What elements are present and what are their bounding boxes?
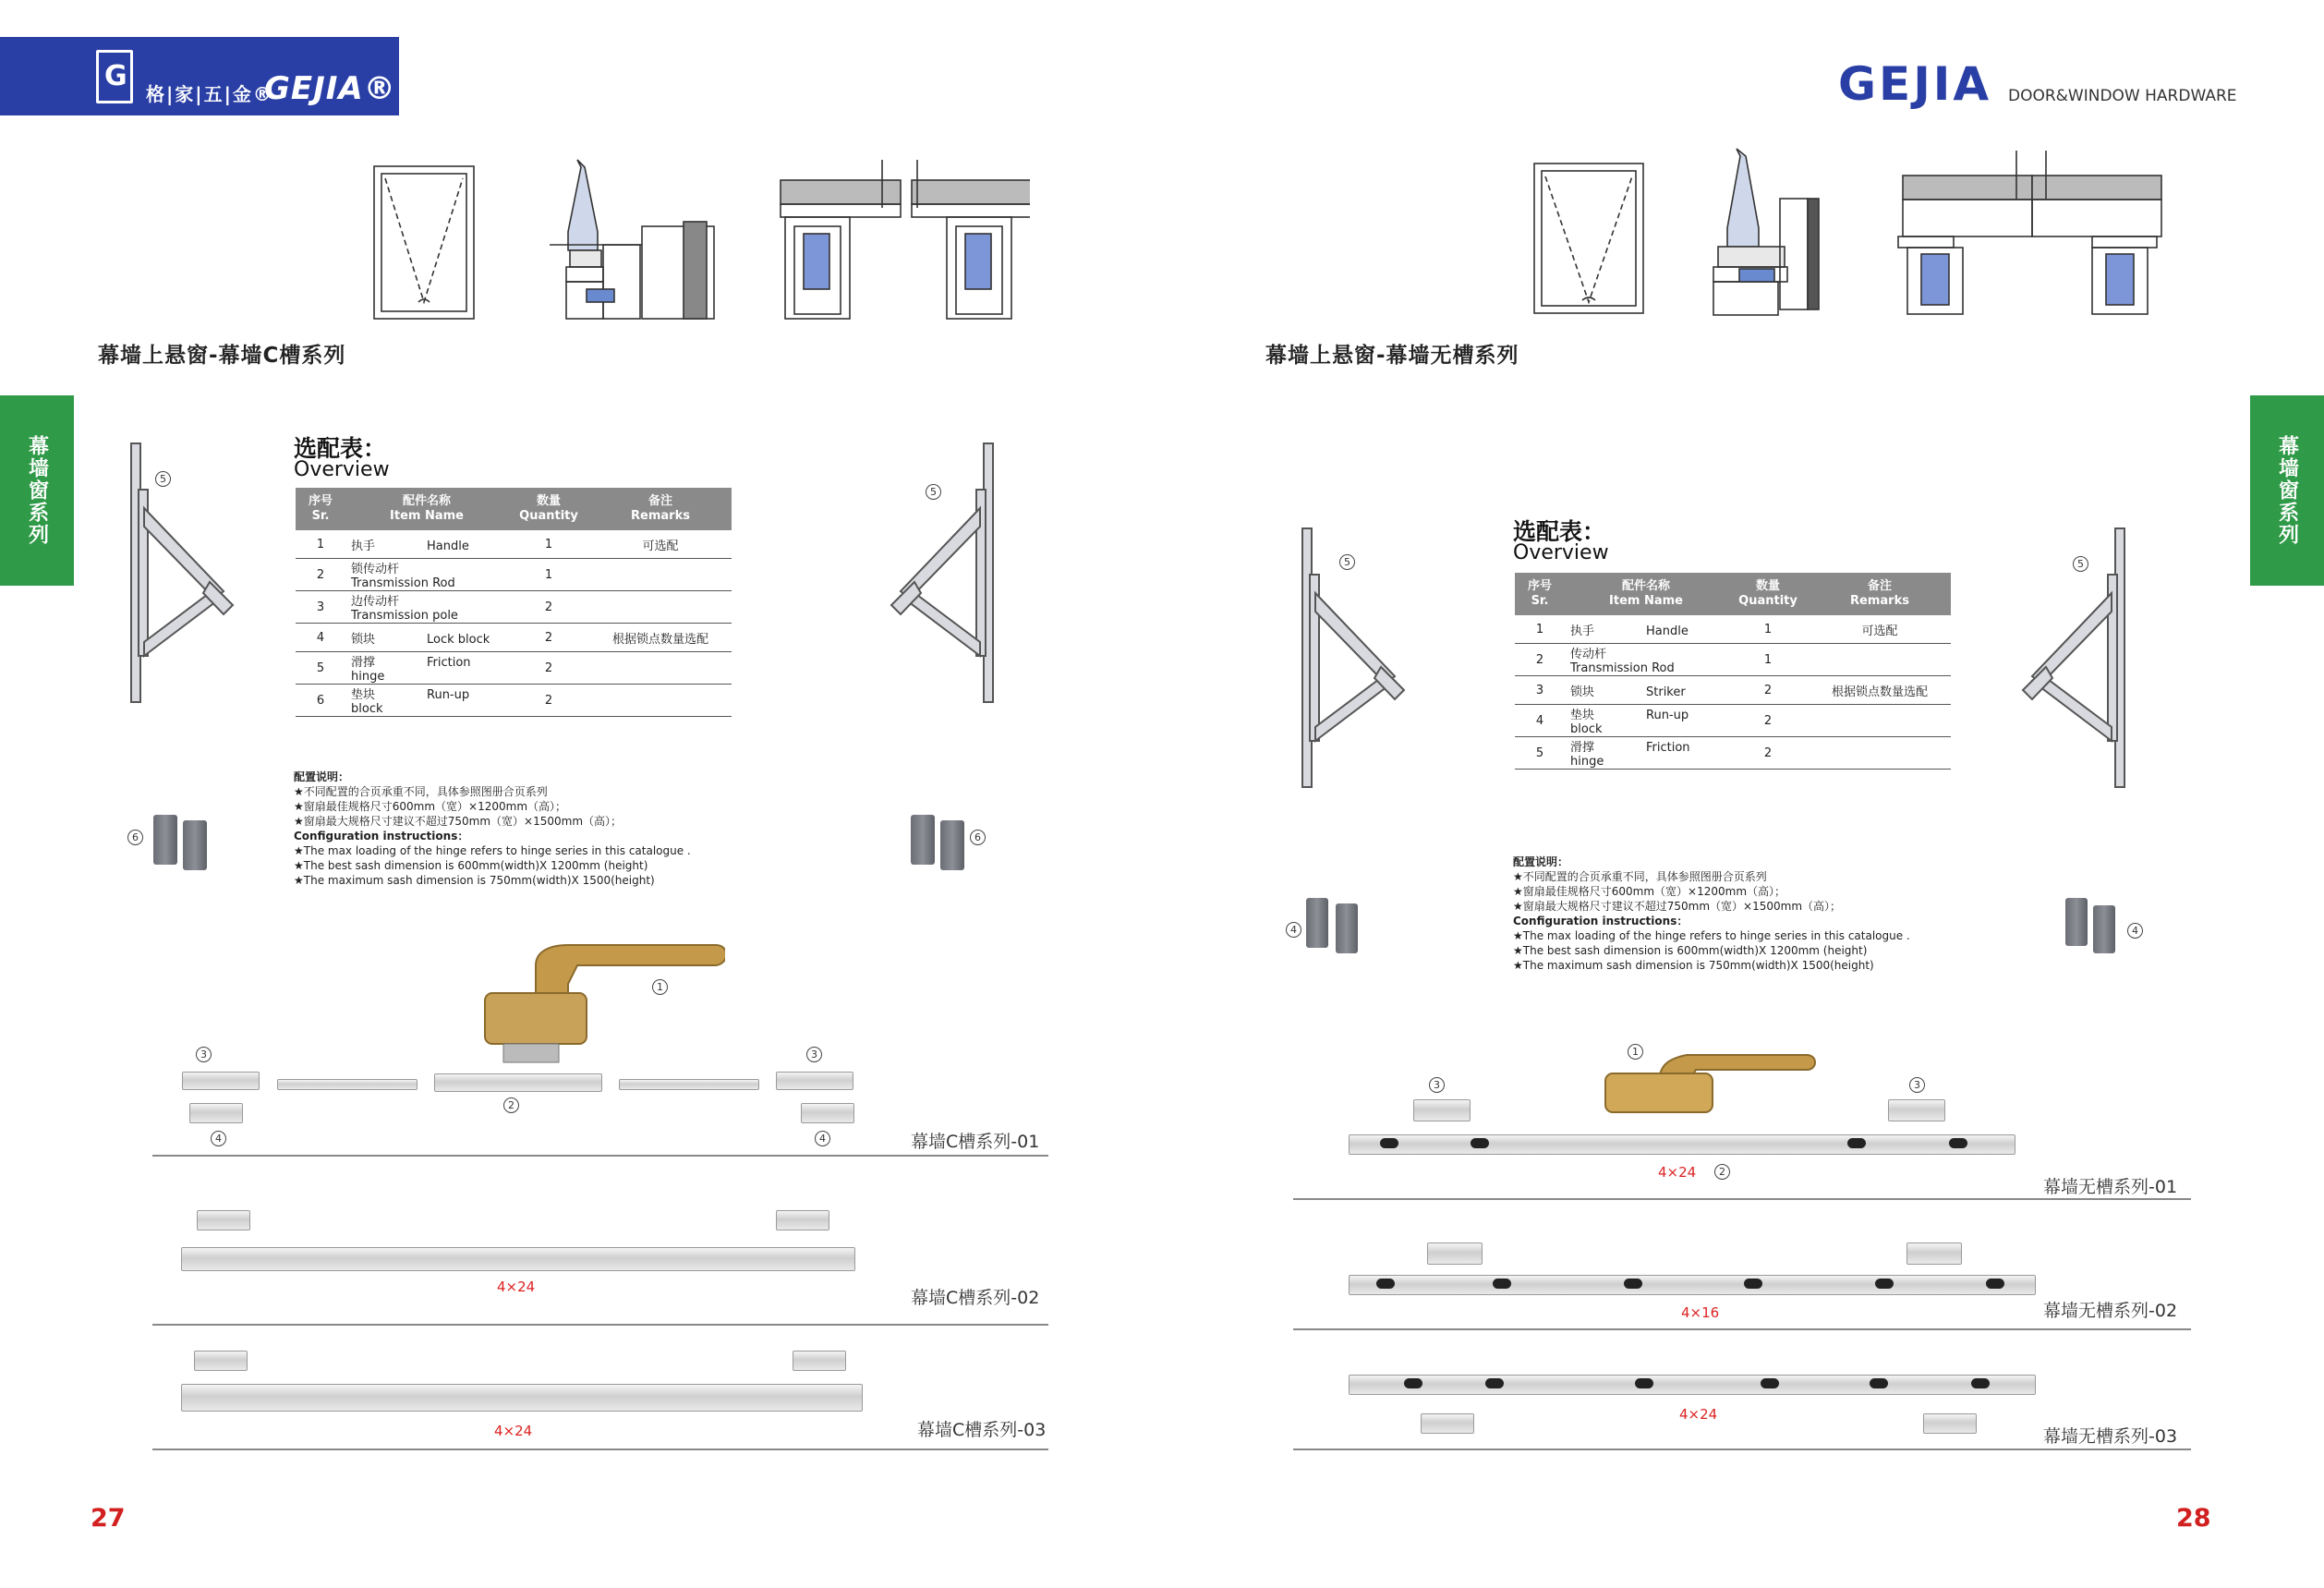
logo-en: GEJIA® — [264, 70, 396, 107]
callout-hinge: 5 — [155, 471, 171, 487]
callout-handle: 1 — [652, 979, 668, 995]
rod-slot — [1624, 1279, 1642, 1289]
callout-lock-right: 4 — [815, 1131, 830, 1146]
lock-block-image — [189, 1103, 243, 1123]
callout-hinge-r: 5 — [1339, 554, 1355, 570]
callout-hinge-mirror: 5 — [926, 484, 941, 500]
divider — [1293, 1328, 2191, 1330]
striker-image — [1413, 1099, 1471, 1121]
series-label-n01: 幕墙无槽系列-01 — [2043, 1177, 2178, 1197]
table-row: 6 垫块 Run-up block 2 — [296, 685, 732, 717]
rod-slot — [1635, 1378, 1653, 1388]
th-name: 配件名称 Item Name — [1565, 573, 1727, 615]
rod-slot — [1493, 1279, 1511, 1289]
lock-block-image — [194, 1351, 248, 1371]
page-number-right: 28 — [2176, 1504, 2211, 1533]
runup-block-image — [940, 820, 964, 870]
notes-cn-line: ★不同配置的合页承重不同，具体参照图册合页系列 — [294, 785, 548, 798]
notes-cn-title: 配置说明： — [1513, 855, 1569, 868]
logo-cn: 格|家|五|金® — [146, 83, 273, 105]
rod-slot — [1847, 1138, 1866, 1148]
rod-slot — [1485, 1378, 1504, 1388]
series-label-c03: 幕墙C槽系列-03 — [917, 1420, 1047, 1440]
left-overview-title: 选配表： — [294, 435, 387, 462]
logo-mark-icon — [96, 50, 133, 103]
rod-slot — [1875, 1279, 1894, 1289]
lock-block-image — [793, 1351, 846, 1371]
brand-logo-banner — [0, 37, 399, 115]
friction-hinge-image — [122, 434, 242, 711]
divider — [152, 1449, 1048, 1450]
th-qty: 数量 Quantity — [1727, 573, 1809, 615]
table-row: 2 传动杆Transmission Rod 1 — [1515, 644, 1951, 676]
dimension-label: 4×24 — [497, 1279, 536, 1295]
notes-en-line: ★The best sash dimension is 600mm(width)X 1200mm (height) — [1513, 944, 1868, 957]
th-remarks: 备注 Remarks — [1809, 573, 1951, 615]
transmission-pole-image — [182, 1072, 260, 1090]
callout-runup-block-r: 4 — [1286, 922, 1301, 938]
right-config-notes — [1513, 855, 1993, 973]
callout-rod: 2 — [503, 1097, 519, 1113]
callout-hinge-r-mirror: 5 — [2073, 556, 2088, 572]
right-selection-table — [1515, 573, 1951, 770]
rod-slot — [1744, 1279, 1762, 1289]
series-label-c02: 幕墙C槽系列-02 — [911, 1288, 1040, 1308]
callout-lock-r2: 3 — [1909, 1077, 1925, 1093]
rod-slot — [1870, 1378, 1888, 1388]
notes-en-line: ★The max loading of the hinge refers to hinge series in this catalogue . — [1513, 929, 1910, 942]
notes-en-line: ★The maximum sash dimension is 750mm(width)X 1500(height) — [1513, 959, 1874, 972]
page-number-left: 27 — [91, 1504, 126, 1533]
runup-block-image — [153, 815, 177, 865]
runup-block-image — [2093, 905, 2115, 953]
callout-runup-block-right: 6 — [970, 830, 986, 845]
right-overview-title: 选配表： — [1513, 518, 1606, 545]
table-row: 5 滑撑 Friction hinge 2 — [1515, 737, 1951, 770]
callout-lock-r: 3 — [1429, 1077, 1445, 1093]
handle-image — [448, 928, 725, 1067]
th-sr: 序号 Sr. — [1515, 573, 1565, 615]
side-tab-left: 幕墙窗系列 — [0, 395, 74, 586]
table-row: 2 锁传动杆Transmission Rod 1 — [296, 559, 732, 591]
notes-en-line: ★The max loading of the hinge refers to hinge series in this catalogue . — [294, 844, 691, 857]
transmission-rod-image — [1349, 1134, 2015, 1155]
dimension-label: 4×16 — [1681, 1304, 1720, 1321]
table-row: 4 锁块 Lock block 2 根据锁点数量选配 — [296, 624, 732, 652]
lock-block-image — [197, 1210, 250, 1230]
lock-block-image — [801, 1103, 854, 1123]
notes-en-line: ★The maximum sash dimension is 750mm(width)X 1500(height) — [294, 874, 655, 887]
notes-cn-title: 配置说明： — [294, 770, 350, 783]
callout-runup-block: 6 — [127, 830, 143, 845]
notes-en-title: Configuration instructions： — [1513, 915, 1689, 927]
th-name: 配件名称 Item Name — [345, 488, 508, 530]
callout-pole-right: 3 — [806, 1047, 822, 1062]
transmission-pole-image — [776, 1072, 853, 1090]
callout-pole: 3 — [196, 1047, 212, 1062]
transmission-rod-piece — [277, 1079, 418, 1090]
logo-mark: G — [104, 60, 127, 92]
notes-cn-line: ★窗扇最佳规格尺寸600mm（宽）×1200mm（高）； — [1513, 885, 1786, 898]
runup-block-image — [2065, 898, 2088, 946]
striker-image — [1421, 1413, 1474, 1434]
left-page-title: 幕墙上悬窗-幕墙C槽系列 — [98, 344, 346, 368]
striker-image — [1427, 1243, 1483, 1265]
rod-slot — [1471, 1138, 1489, 1148]
left-config-notes — [294, 770, 774, 888]
left-technical-drawings — [365, 152, 1030, 323]
rod-slot — [1380, 1138, 1398, 1148]
right-overview-subtitle: Overview — [1513, 541, 1609, 564]
runup-block-image — [911, 815, 935, 865]
callout-lock: 4 — [211, 1131, 226, 1146]
th-remarks: 备注 Remarks — [589, 488, 732, 530]
transmission-rod-image — [434, 1073, 602, 1092]
series-label-n02: 幕墙无槽系列-02 — [2043, 1301, 2178, 1321]
table-row: 4 垫块 Run-up block 2 — [1515, 705, 1951, 737]
callout-handle-r: 1 — [1628, 1044, 1643, 1060]
side-tab-right: 幕墙窗系列 — [2250, 395, 2324, 586]
transmission-rod-image — [181, 1384, 863, 1412]
dimension-label: 4×24 — [494, 1423, 533, 1439]
rod-slot — [1761, 1378, 1779, 1388]
dimension-label: 4×24 — [1679, 1406, 1718, 1423]
series-label-c01: 幕墙C槽系列-01 — [911, 1132, 1040, 1152]
th-sr: 序号 Sr. — [296, 488, 345, 530]
divider — [152, 1155, 1048, 1157]
brand-right-logo: GEJIA — [1838, 57, 1992, 111]
table-row: 1 执手 Handle 1 可选配 — [1515, 615, 1951, 644]
rod-slot — [1404, 1378, 1422, 1388]
striker-image — [1906, 1243, 1962, 1265]
friction-hinge-image-mirror — [882, 434, 1002, 711]
rod-slot — [1949, 1138, 1967, 1148]
right-technical-drawings — [1529, 143, 2166, 319]
rod-slot — [1376, 1279, 1395, 1289]
left-overview-subtitle: Overview — [294, 458, 390, 481]
notes-cn-line: ★窗扇最佳规格尺寸600mm（宽）×1200mm（高）； — [294, 800, 567, 813]
th-qty: 数量 Quantity — [508, 488, 589, 530]
divider — [1293, 1198, 2191, 1200]
notes-cn-line: ★窗扇最大规格尺寸建议不超过750mm（宽）×1500mm（高）； — [294, 815, 623, 828]
notes-en-line: ★The best sash dimension is 600mm(width)X 1200mm (height) — [294, 859, 648, 872]
striker-image — [1888, 1099, 1945, 1121]
table-row: 5 滑撑 Friction hinge 2 — [296, 652, 732, 685]
divider — [1293, 1449, 2191, 1450]
runup-block-image — [183, 820, 207, 870]
callout-rod-r: 2 — [1714, 1164, 1730, 1180]
series-label-n03: 幕墙无槽系列-03 — [2043, 1426, 2178, 1447]
transmission-rod-piece — [619, 1079, 759, 1090]
runup-block-image — [1336, 903, 1358, 953]
callout-runup-block-r2: 4 — [2127, 923, 2143, 939]
rod-slot — [1986, 1279, 2004, 1289]
runup-block-image — [1306, 898, 1328, 948]
rod-slot — [1971, 1378, 1990, 1388]
striker-image — [1923, 1413, 1977, 1434]
divider — [152, 1324, 1048, 1326]
notes-en-title: Configuration instructions： — [294, 830, 469, 842]
notes-cn-line: ★不同配置的合页承重不同，具体参照图册合页系列 — [1513, 870, 1767, 883]
table-row: 3 锁块 Striker 2 根据锁点数量选配 — [1515, 676, 1951, 705]
transmission-rod-image — [181, 1247, 855, 1271]
left-selection-table — [296, 488, 732, 717]
table-row: 3 边传动杆Transmission pole 2 — [296, 591, 732, 624]
transmission-rod-image — [1349, 1375, 2036, 1395]
transmission-rod-image — [1349, 1275, 2036, 1295]
right-page-title: 幕墙上悬窗-幕墙无槽系列 — [1265, 344, 1519, 368]
lock-block-image — [776, 1210, 829, 1230]
notes-cn-line: ★窗扇最大规格尺寸建议不超过750mm（宽）×1500mm（高）； — [1513, 900, 1842, 913]
dimension-label: 4×24 — [1658, 1164, 1697, 1181]
table-row: 1 执手 Handle 1 可选配 — [296, 530, 732, 559]
brand-right-subtitle: DOOR&WINDOW HARDWARE — [2008, 87, 2237, 105]
